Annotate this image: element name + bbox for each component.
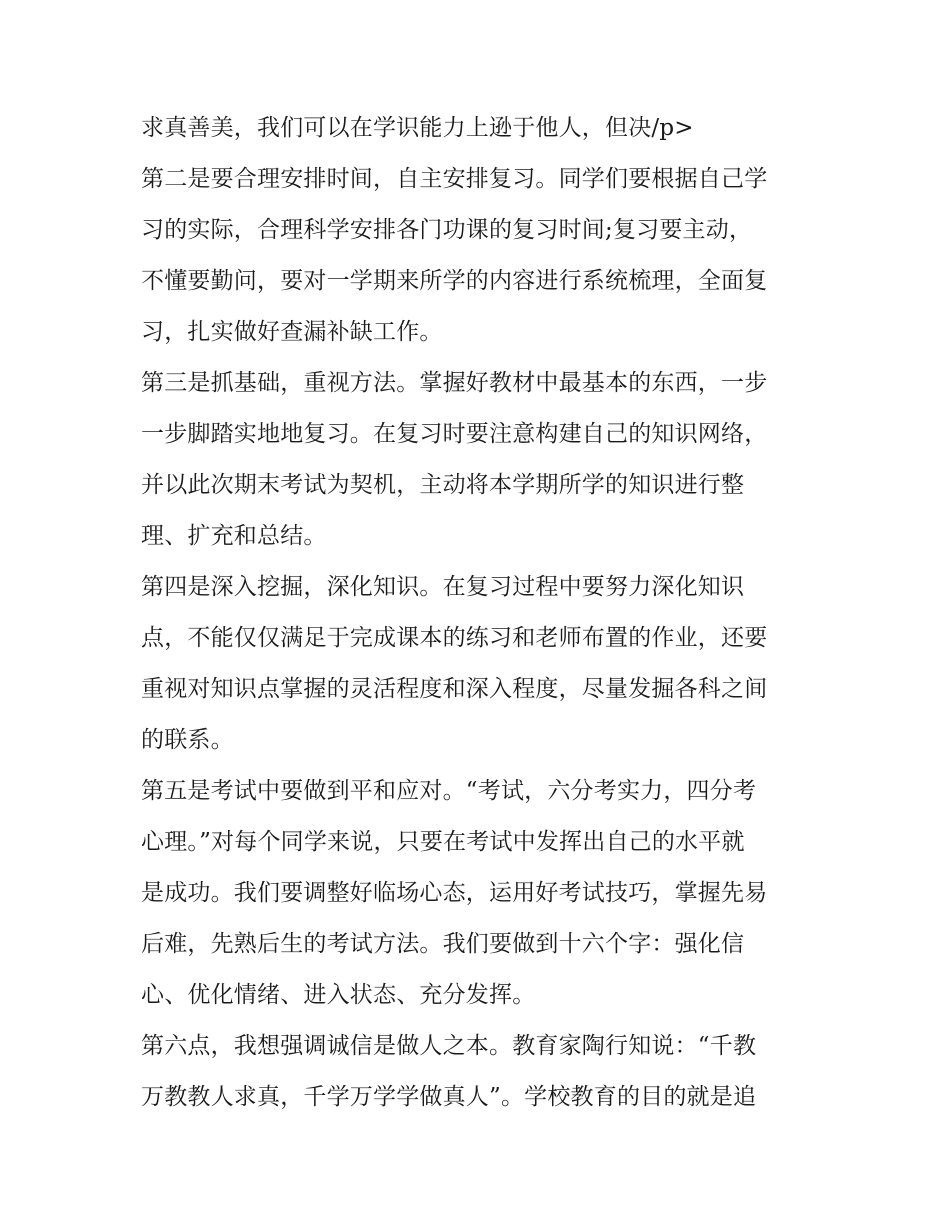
- text-line: 并以此次期末考试为契机，主动将本学期所学的知识进行整: [141, 472, 745, 498]
- text-line: 后难，先熟后生的考试方法。我们要做到十六个字：强化信: [141, 931, 745, 957]
- text-line: 第二是要合理安排时间，自主安排复习。同学们要根据自己学: [141, 166, 768, 192]
- text-line: 是成功。我们要调整好临场心态，运用好考试技巧，掌握先易: [141, 880, 768, 906]
- text-line: 不懂要勤问，要对一学期来所学的内容进行系统梳理，全面复: [141, 268, 768, 294]
- text-line: 一步脚踏实地地复习。在复习时要注意构建自己的知识网络，: [141, 421, 768, 447]
- text-line: 第三是抓基础，重视方法。掌握好教材中最基本的东西，一步: [141, 370, 768, 396]
- text-line: 心、优化情绪、进入状态、充分发挥。: [141, 982, 536, 1008]
- text-line: 的联系。: [141, 727, 234, 753]
- text-line: 习的实际，合理科学安排各门功课的复习时间;复习要主动，: [141, 217, 753, 243]
- text-line: 心理。”对每个同学来说，只要在考试中发挥出自己的水平就: [141, 829, 745, 855]
- text-line: 理、扩充和总结。: [141, 523, 327, 549]
- text-line: 万教教人求真，千学万学学做真人”。学校教育的目的就是追: [141, 1084, 757, 1110]
- document-body: [141, 103, 813, 1123]
- text-line: 第六点，我想强调诚信是做人之本。教育家陶行知说：“千教: [141, 1033, 757, 1059]
- text-line: 第五是考试中要做到平和应对。“考试，六分考实力，四分考: [141, 778, 757, 804]
- text-line: 重视对知识点掌握的灵活程度和深入程度，尽量发掘各科之间: [141, 676, 768, 702]
- text-line: 习，扎实做好查漏补缺工作。: [141, 319, 443, 345]
- text-line: 第四是深入挖掘，深化知识。在复习过程中要努力深化知识: [141, 574, 745, 600]
- text-line: 点，不能仅仅满足于完成课本的练习和老师布置的作业，还要: [141, 625, 768, 651]
- text-line: 求真善美，我们可以在学识能力上逊于他人，但决/p>: [141, 115, 694, 141]
